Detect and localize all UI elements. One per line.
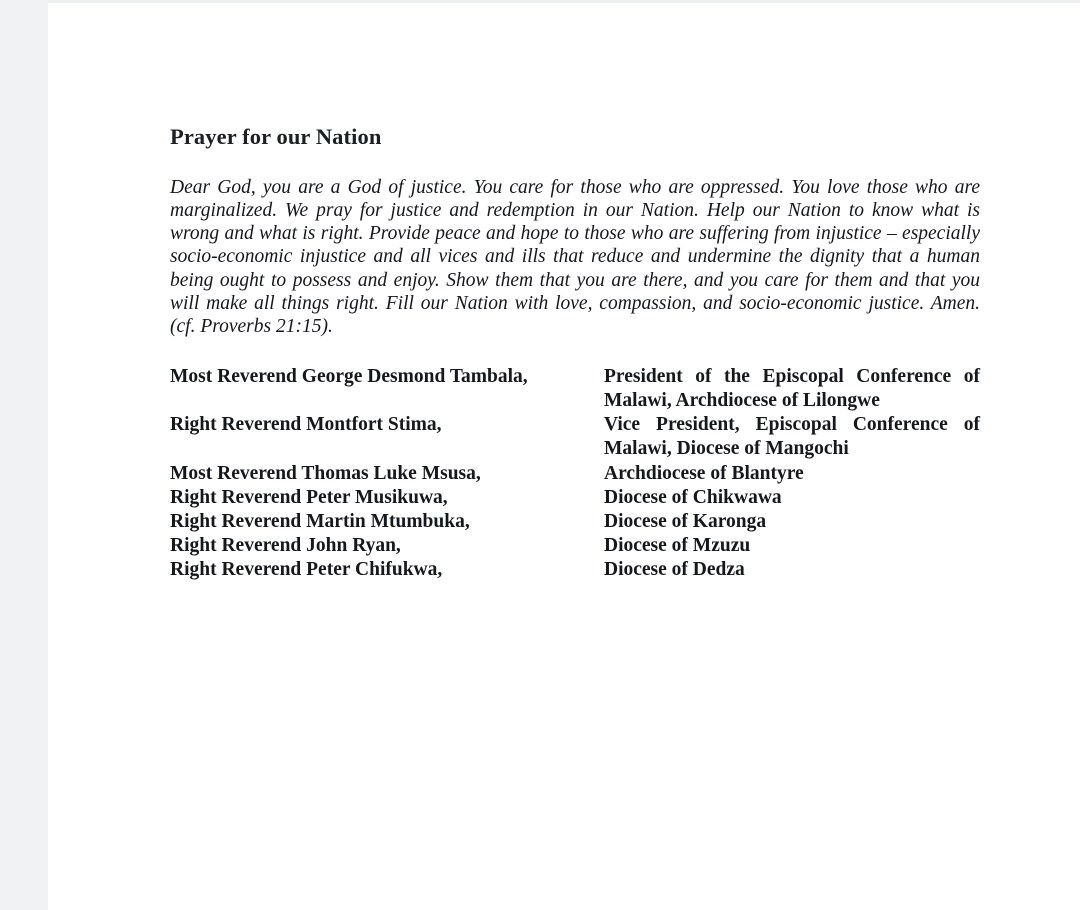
- signatory-row: [170, 486, 980, 510]
- office-word: of: [695, 366, 712, 388]
- signatory-name-spacer: [170, 437, 604, 461]
- signatory-row: [170, 365, 980, 389]
- signatory-name: Right Reverend John Ryan,: [170, 534, 401, 556]
- signatories-list: [170, 365, 980, 582]
- signatory-name: Right Reverend Montfort Stima,: [170, 414, 442, 436]
- office-word: of: [963, 366, 980, 388]
- signatory-row: [170, 437, 980, 461]
- signatory-office: Diocese of Karonga: [604, 510, 767, 532]
- signatory-name: Right Reverend Peter Musikuwa,: [170, 486, 448, 508]
- office-word: Conference: [856, 366, 952, 388]
- signatory-row: [170, 389, 980, 413]
- signatory-office: Malawi, Diocese of Mangochi: [604, 438, 849, 460]
- signatory-office: [604, 413, 980, 437]
- signatory-name: Right Reverend Martin Mtumbuka,: [170, 510, 470, 532]
- page-content: [170, 125, 980, 582]
- signatory-office: Diocese of Mzuzu: [604, 534, 751, 556]
- signatory-name: Most Reverend George Desmond Tambala,: [170, 366, 528, 388]
- office-word: President,: [656, 414, 740, 436]
- signatory-row: [170, 462, 980, 486]
- signatory-row: [170, 558, 980, 582]
- signatory-row: [170, 413, 980, 437]
- signatory-name: Most Reverend Thomas Luke Msusa,: [170, 462, 481, 484]
- office-word: Conference: [852, 414, 948, 436]
- signatory-office: Diocese of Dedza: [604, 558, 745, 580]
- signatory-office: Malawi, Archdiocese of Lilongwe: [604, 390, 880, 412]
- viewer-left-gutter: [0, 0, 48, 910]
- office-word: President: [604, 366, 683, 388]
- office-word: Episcopal: [755, 414, 837, 436]
- office-word: Episcopal: [762, 366, 844, 388]
- signatory-name-spacer: [170, 389, 604, 413]
- document-page: [48, 3, 1080, 910]
- signatory-row: [170, 510, 980, 534]
- page-title: Prayer for our Nation: [170, 124, 382, 149]
- office-word: of: [963, 414, 980, 436]
- signatory-office: [604, 365, 980, 389]
- office-word: the: [723, 366, 750, 388]
- prayer-paragraph: Dear God, you are a God of justice. You care for those who are oppressed. You love those who are marginalized. We pray for justice and redemption in our Nation. Help our Nation to know what is wrong and what is right. Provide peace and hope to those who are suffering from injustice – especially socio-economic injustice and all vices and ills that reduce and undermine the dignity that a human being ought to possess and enjoy. Show them that you are there, and you care for them and that you will make all things right. Fill our Nation with love, compassion, and socio-economic justice. Amen. (cf. Proverbs 21:15).: [170, 176, 980, 337]
- office-word: Vice: [604, 414, 641, 436]
- signatory-office: Archdiocese of Blantyre: [604, 462, 804, 484]
- signatory-row: [170, 534, 980, 558]
- signatory-office: Diocese of Chikwawa: [604, 486, 782, 508]
- signatory-name: Right Reverend Peter Chifukwa,: [170, 558, 443, 580]
